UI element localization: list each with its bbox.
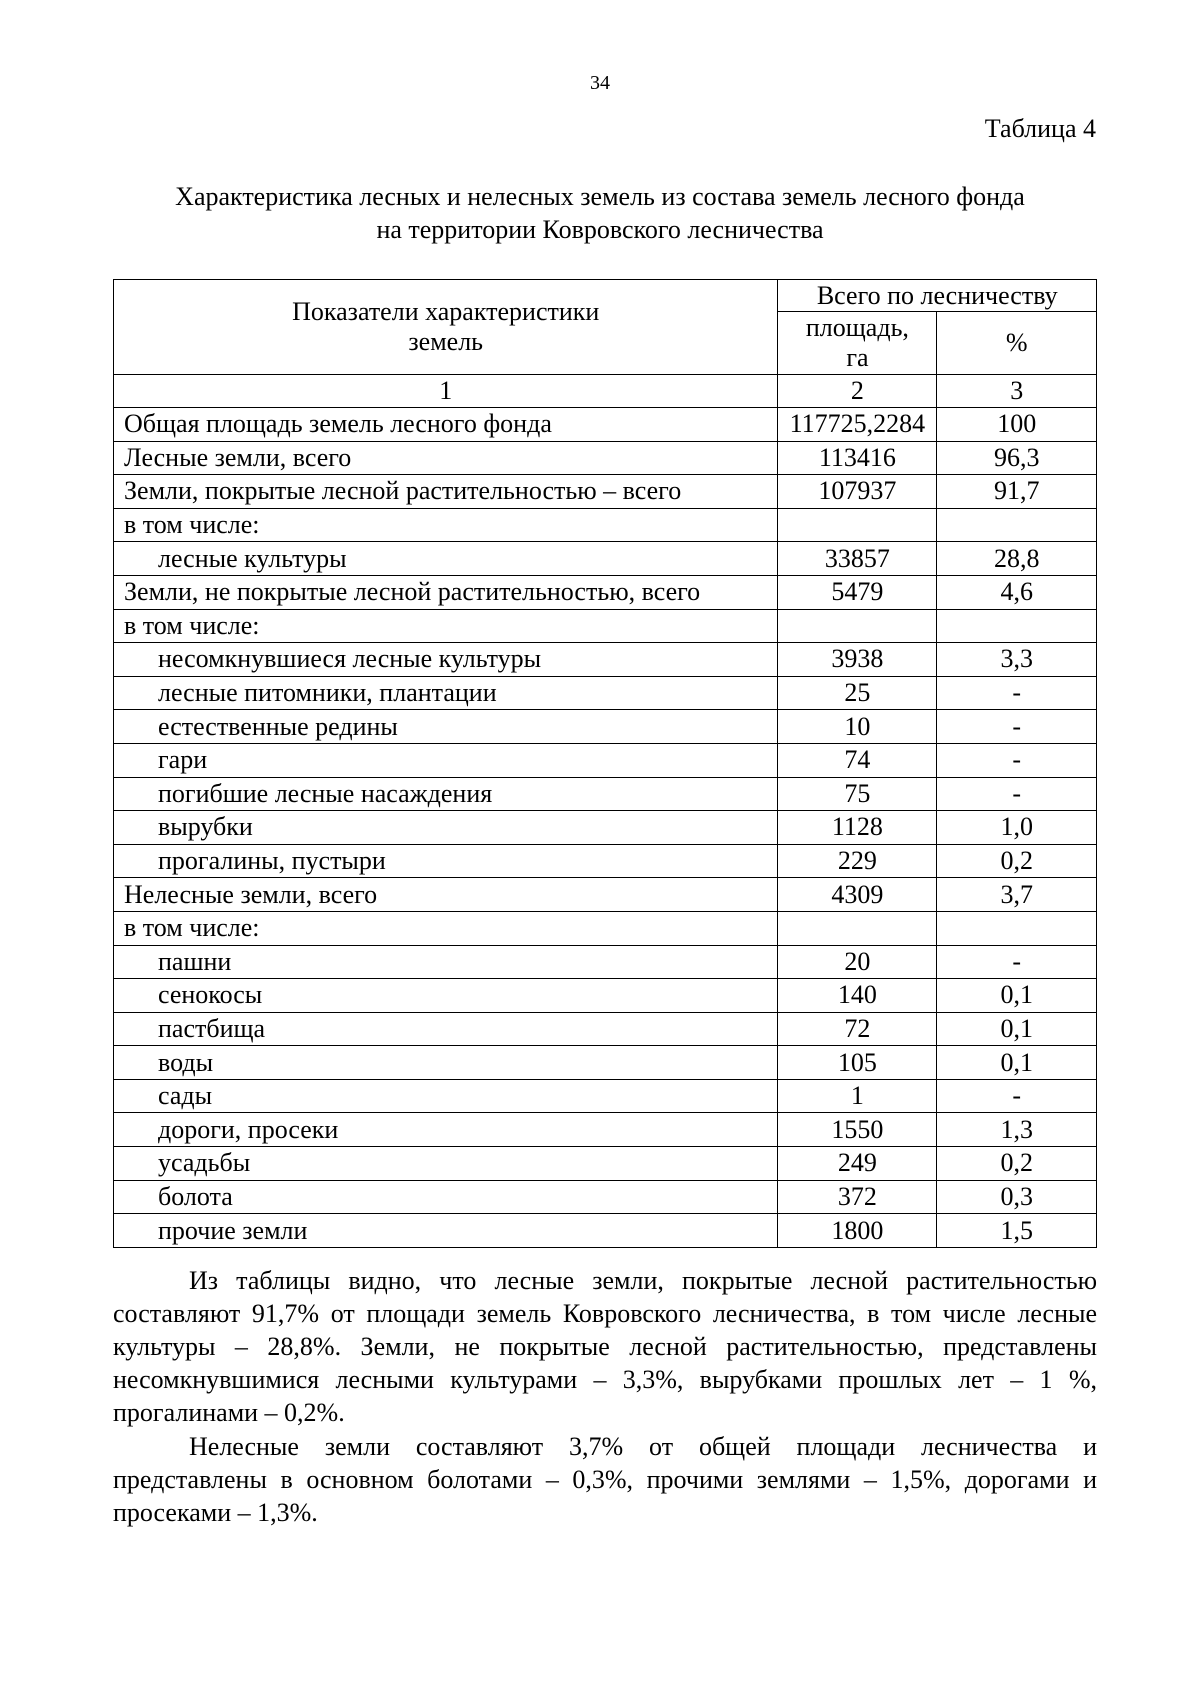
header-indicators-line-2: земель	[408, 327, 484, 356]
land-characteristics-table	[113, 279, 1097, 1248]
row-area: 5479	[778, 575, 937, 609]
row-label: погибшие лесные насаждения	[114, 777, 778, 811]
table-label: Таблица 4	[984, 114, 1096, 143]
row-label: гари	[114, 743, 778, 777]
row-label: пашни	[114, 945, 778, 979]
row-label: в том числе:	[114, 609, 778, 643]
row-area: 20	[778, 945, 937, 979]
table-row	[114, 743, 1097, 777]
table-row	[114, 475, 1097, 509]
paragraph-2: Нелесные земли составляют 3,7% от общей площади лесничества и представлены в основном болотами – 0,3%, прочими землями – 1,5%, дорогами и просеками – 1,3%.	[113, 1432, 1097, 1527]
row-label: Земли, покрытые лесной растительностью – всего	[114, 475, 778, 509]
row-label: воды	[114, 1046, 778, 1080]
row-percent: 96,3	[937, 441, 1097, 475]
row-area: 1800	[778, 1214, 937, 1248]
table-row	[114, 1180, 1097, 1214]
row-percent: -	[937, 743, 1097, 777]
row-area: 72	[778, 1012, 937, 1046]
row-percent: -	[937, 945, 1097, 979]
title-line-1: Характеристика лесных и нелесных земель из состава земель лесного фонда	[175, 182, 1025, 211]
table-body	[114, 408, 1097, 1248]
row-area	[778, 508, 937, 542]
row-label: Нелесные земли, всего	[114, 878, 778, 912]
row-percent: 3,3	[937, 643, 1097, 677]
row-percent: 0,3	[937, 1180, 1097, 1214]
row-area: 1128	[778, 811, 937, 845]
row-percent: -	[937, 777, 1097, 811]
header-percent: %	[937, 312, 1097, 375]
table-row	[114, 609, 1097, 643]
row-percent: -	[937, 676, 1097, 710]
table-row	[114, 1214, 1097, 1248]
row-percent: 91,7	[937, 475, 1097, 509]
row-label: несомкнувшиеся лесные культуры	[114, 643, 778, 677]
row-area: 229	[778, 844, 937, 878]
row-area: 10	[778, 710, 937, 744]
table-row	[114, 441, 1097, 475]
column-number-3: 3	[937, 375, 1097, 408]
row-area: 249	[778, 1147, 937, 1181]
row-area: 3938	[778, 643, 937, 677]
row-label: лесные питомники, плантации	[114, 676, 778, 710]
row-label: сады	[114, 1079, 778, 1113]
row-area: 105	[778, 1046, 937, 1080]
header-area	[778, 312, 937, 375]
row-percent: -	[937, 710, 1097, 744]
row-percent: 28,8	[937, 542, 1097, 576]
row-label: естественные редины	[114, 710, 778, 744]
row-area: 4309	[778, 878, 937, 912]
row-percent: 0,1	[937, 1046, 1097, 1080]
table-row	[114, 542, 1097, 576]
row-percent: 0,1	[937, 1012, 1097, 1046]
row-area	[778, 609, 937, 643]
row-area: 25	[778, 676, 937, 710]
table-row	[114, 911, 1097, 945]
table-row	[114, 676, 1097, 710]
table-row	[114, 1079, 1097, 1113]
row-percent	[937, 508, 1097, 542]
column-number-1: 1	[114, 375, 778, 408]
table-row	[114, 408, 1097, 442]
table-row	[114, 643, 1097, 677]
table-row	[114, 508, 1097, 542]
row-percent: 0,1	[937, 979, 1097, 1013]
row-label: в том числе:	[114, 911, 778, 945]
row-percent: 3,7	[937, 878, 1097, 912]
row-area: 1	[778, 1079, 937, 1113]
row-label: пастбища	[114, 1012, 778, 1046]
row-label: в том числе:	[114, 508, 778, 542]
row-area: 117725,2284	[778, 408, 937, 442]
table-row	[114, 777, 1097, 811]
table-row	[114, 945, 1097, 979]
table-row	[114, 1012, 1097, 1046]
header-total: Всего по лесничеству	[778, 280, 1097, 312]
table-row	[114, 710, 1097, 744]
header-indicators	[114, 280, 778, 375]
row-area: 107937	[778, 475, 937, 509]
row-percent: 1,3	[937, 1113, 1097, 1147]
row-label: прочие земли	[114, 1214, 778, 1248]
table-row	[114, 1046, 1097, 1080]
row-label: прогалины, пустыри	[114, 844, 778, 878]
row-label: Лесные земли, всего	[114, 441, 778, 475]
row-area: 113416	[778, 441, 937, 475]
column-number-row	[114, 375, 1097, 408]
row-percent: -	[937, 1079, 1097, 1113]
row-percent	[937, 911, 1097, 945]
row-label: сенокосы	[114, 979, 778, 1013]
title-line-2: на территории Ковровского лесничества	[376, 215, 824, 244]
row-label: усадьбы	[114, 1147, 778, 1181]
page-number: 34	[590, 72, 610, 94]
row-percent: 0,2	[937, 1147, 1097, 1181]
paragraph-1: Из таблицы видно, что лесные земли, покрытые лесной растительностью составляют 91,7% от площади земель Ковровского лесничества, в том числе лесные культуры – 28,8%. Земли, не покрытые лесной растительностью, представлены несомкнувшимися лесными культурами – 3,3%, вырубками прошлых лет – 1 %, прогалинами – 0,2%.	[113, 1266, 1097, 1427]
row-area: 372	[778, 1180, 937, 1214]
row-label: вырубки	[114, 811, 778, 845]
row-label: дороги, просеки	[114, 1113, 778, 1147]
table-row	[114, 575, 1097, 609]
row-area: 75	[778, 777, 937, 811]
table-row	[114, 1147, 1097, 1181]
row-percent: 0,2	[937, 844, 1097, 878]
row-percent: 4,6	[937, 575, 1097, 609]
row-label: Общая площадь земель лесного фонда	[114, 408, 778, 442]
row-label: лесные культуры	[114, 542, 778, 576]
table-row	[114, 1113, 1097, 1147]
row-area: 140	[778, 979, 937, 1013]
row-label: Земли, не покрытые лесной растительностью, всего	[114, 575, 778, 609]
table-row	[114, 811, 1097, 845]
row-percent: 1,5	[937, 1214, 1097, 1248]
row-area: 1550	[778, 1113, 937, 1147]
row-percent	[937, 609, 1097, 643]
row-area: 33857	[778, 542, 937, 576]
row-area	[778, 911, 937, 945]
header-area-line-2: га	[846, 343, 869, 372]
table-row	[114, 979, 1097, 1013]
row-label: болота	[114, 1180, 778, 1214]
column-number-2: 2	[778, 375, 937, 408]
row-percent: 100	[937, 408, 1097, 442]
row-percent: 1,0	[937, 811, 1097, 845]
table-title	[100, 180, 1100, 246]
table-row	[114, 844, 1097, 878]
table-row	[114, 878, 1097, 912]
row-area: 74	[778, 743, 937, 777]
header-indicators-line-1: Показатели характеристики	[292, 297, 600, 326]
header-area-line-1: площадь,	[805, 313, 909, 342]
